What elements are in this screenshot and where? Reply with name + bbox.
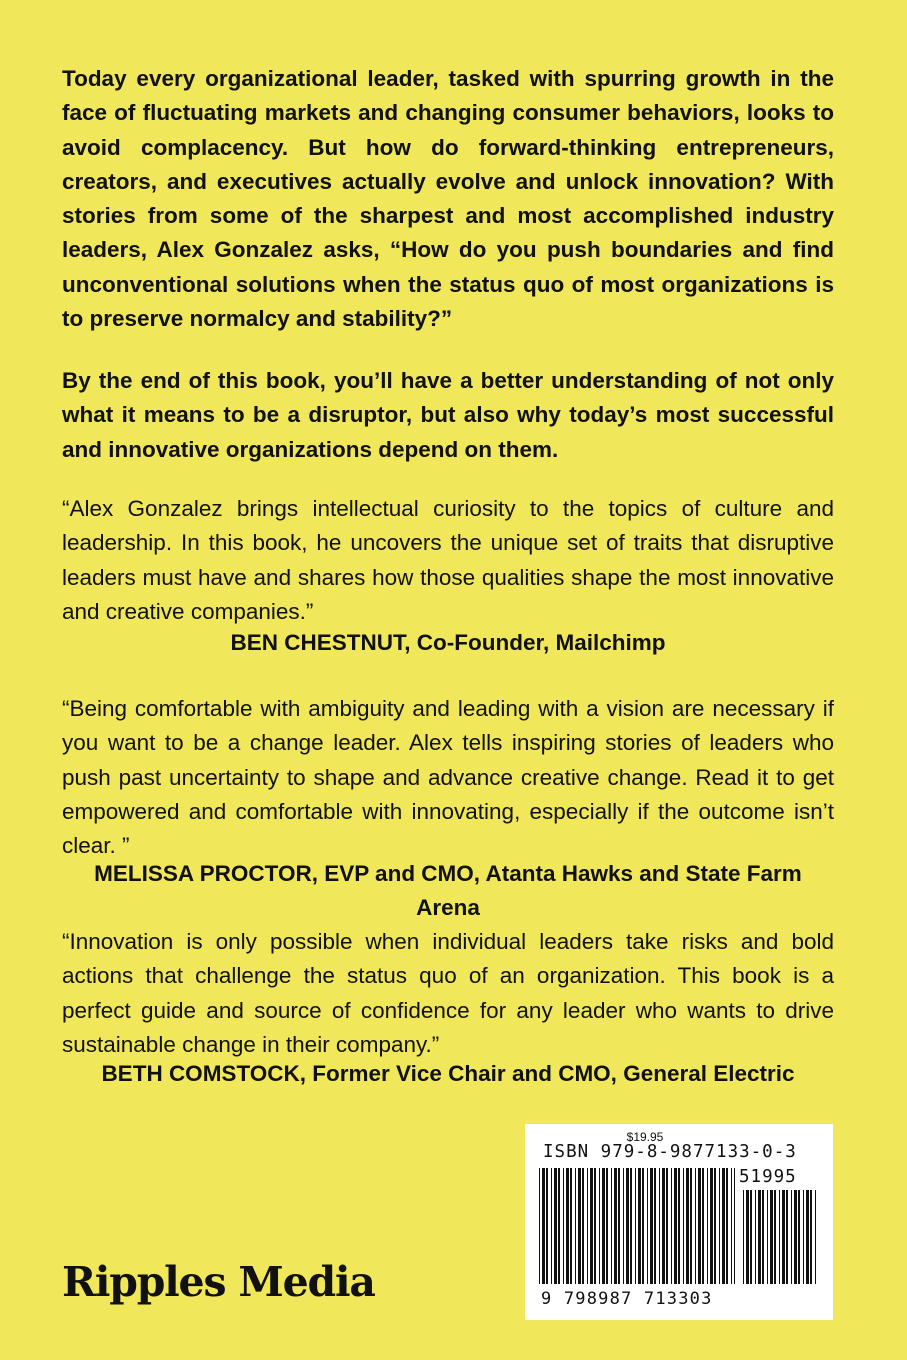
endorsement-quote-3: “Innovation is only possible when individual leaders take risks and bold actions that challenge the status quo of an organization. This book is a perfect guide and source of confidence for any leader who wants to drive sustainable change in their company.” bbox=[62, 929, 834, 1057]
barcode-bar bbox=[590, 1168, 593, 1284]
barcode-bar bbox=[815, 1190, 816, 1284]
barcode-bar bbox=[806, 1190, 809, 1284]
barcode-bar bbox=[707, 1168, 708, 1284]
barcode-bar bbox=[599, 1168, 600, 1284]
barcode-bar bbox=[594, 1168, 596, 1284]
barcode-bar bbox=[731, 1168, 732, 1284]
barcode-bar bbox=[702, 1168, 704, 1284]
barcode-bar bbox=[726, 1168, 728, 1284]
barcode-bar bbox=[542, 1168, 545, 1284]
endorsement-quote-1: “Alex Gonzalez brings intellectual curiosity to the topics of culture and leadership. In this book, he uncovers the unique set of traits that disruptive leaders must have and shares how those qualities shape the most innovative and creative companies.” bbox=[62, 496, 834, 624]
endorsement-attribution-2: MELISSA PROCTOR, EVP and CMO, Atanta Hawks and State Farm Arena bbox=[94, 861, 802, 921]
barcode-bar bbox=[602, 1168, 605, 1284]
barcode-bar bbox=[623, 1168, 624, 1284]
barcode-bar bbox=[546, 1168, 548, 1284]
barcode-bar bbox=[698, 1168, 701, 1284]
barcode-bar bbox=[618, 1168, 620, 1284]
barcode-bar bbox=[758, 1190, 761, 1284]
barcode-bar bbox=[734, 1168, 735, 1284]
barcode-bar bbox=[578, 1168, 581, 1284]
barcode-bar bbox=[798, 1190, 800, 1284]
barcode-bar bbox=[678, 1168, 680, 1284]
barcode-bar bbox=[654, 1168, 656, 1284]
barcode-bar bbox=[786, 1190, 788, 1284]
barcode-bar bbox=[614, 1168, 617, 1284]
barcode-bar bbox=[810, 1190, 812, 1284]
barcode-bar bbox=[587, 1168, 588, 1284]
barcode-bar bbox=[611, 1168, 612, 1284]
barcode-bar bbox=[774, 1190, 776, 1284]
barcode-bar bbox=[558, 1168, 560, 1284]
barcode-bar bbox=[674, 1168, 677, 1284]
barcode-bar bbox=[746, 1190, 749, 1284]
barcode-bar bbox=[710, 1168, 713, 1284]
barcode-bar bbox=[779, 1190, 780, 1284]
barcode-bar bbox=[791, 1190, 792, 1284]
barcode-bar bbox=[566, 1168, 569, 1284]
addon-barcode bbox=[743, 1190, 816, 1284]
barcode-bar bbox=[659, 1168, 660, 1284]
barcode-bar bbox=[554, 1168, 557, 1284]
barcode-bar bbox=[755, 1190, 756, 1284]
isbn-label: ISBN 979-8-9877133-0-3 bbox=[543, 1142, 797, 1162]
barcode-bar bbox=[570, 1168, 572, 1284]
description-paragraph-1: Today every organizational leader, tasked with spurring growth in the face of fluctuating markets and changing consumer behaviors, looks to avoid complacency. But how do forward-thinking entrepreneurs, creators, and executives actually evolve and unlock innovation? With stories from some of the sharpest and most accomplished industry leaders, Alex Gonzalez asks, “How do you push boundaries and find unconventional solutions when the status quo of most organizations is to preserve normalcy and stability?” bbox=[62, 66, 834, 332]
ean-barcode bbox=[539, 1168, 735, 1284]
barcode-bar bbox=[575, 1168, 576, 1284]
barcode-bar bbox=[671, 1168, 672, 1284]
endorsement-quote-2: “Being comfortable with ambiguity and leading with a vision are necessary if you want to be a change leader. Alex tells inspiring stories of leaders who push past uncertainty to shape and advance creative change. Read it to get empowered and comfortable with innovating, especially if the outcome isn’t clear. ” bbox=[62, 696, 834, 859]
barcode-bar bbox=[683, 1168, 684, 1284]
barcode-bar bbox=[695, 1168, 696, 1284]
endorsement-attribution-1: BEN CHESTNUT, Co-Founder, Mailchimp bbox=[230, 630, 666, 655]
barcode-bar bbox=[690, 1168, 692, 1284]
barcode-block bbox=[525, 1124, 833, 1320]
ean-number: 9 798987 713303 bbox=[541, 1289, 713, 1309]
barcode-bar bbox=[638, 1168, 641, 1284]
barcode-bar bbox=[635, 1168, 636, 1284]
barcode-bar bbox=[762, 1190, 764, 1284]
barcode-bar bbox=[662, 1168, 665, 1284]
barcode-bar bbox=[666, 1168, 668, 1284]
barcode-bar bbox=[782, 1190, 785, 1284]
barcode-bar bbox=[750, 1190, 752, 1284]
barcode-bar bbox=[722, 1168, 725, 1284]
barcode-bar bbox=[719, 1168, 720, 1284]
barcode-bar bbox=[686, 1168, 689, 1284]
price-label: $19.95 bbox=[626, 1130, 664, 1144]
barcode-bar bbox=[582, 1168, 584, 1284]
barcode-bar bbox=[743, 1190, 744, 1284]
barcode-bar bbox=[647, 1168, 648, 1284]
barcode-bar bbox=[630, 1168, 632, 1284]
barcode-bar bbox=[626, 1168, 629, 1284]
barcode-bar bbox=[642, 1168, 644, 1284]
barcode-bar bbox=[539, 1168, 540, 1284]
barcode-bar bbox=[551, 1168, 552, 1284]
barcode-bar bbox=[563, 1168, 564, 1284]
addon-number: 51995 bbox=[739, 1167, 797, 1187]
barcode-bar bbox=[767, 1190, 768, 1284]
description-paragraph-2: By the end of this book, you’ll have a better understanding of not only what it means to be a disruptor, but also why today’s most successful and innovative organizations depend on them. bbox=[62, 368, 834, 462]
barcode-bar bbox=[794, 1190, 797, 1284]
barcode-bar bbox=[606, 1168, 608, 1284]
endorsement-attribution-3: BETH COMSTOCK, Former Vice Chair and CMO, General Electric bbox=[101, 1061, 795, 1086]
barcode-bar bbox=[714, 1168, 716, 1284]
publisher-logo: Ripples Media bbox=[62, 1258, 375, 1306]
barcode-bar bbox=[803, 1190, 804, 1284]
barcode-bar bbox=[650, 1168, 653, 1284]
barcode-bar bbox=[770, 1190, 773, 1284]
